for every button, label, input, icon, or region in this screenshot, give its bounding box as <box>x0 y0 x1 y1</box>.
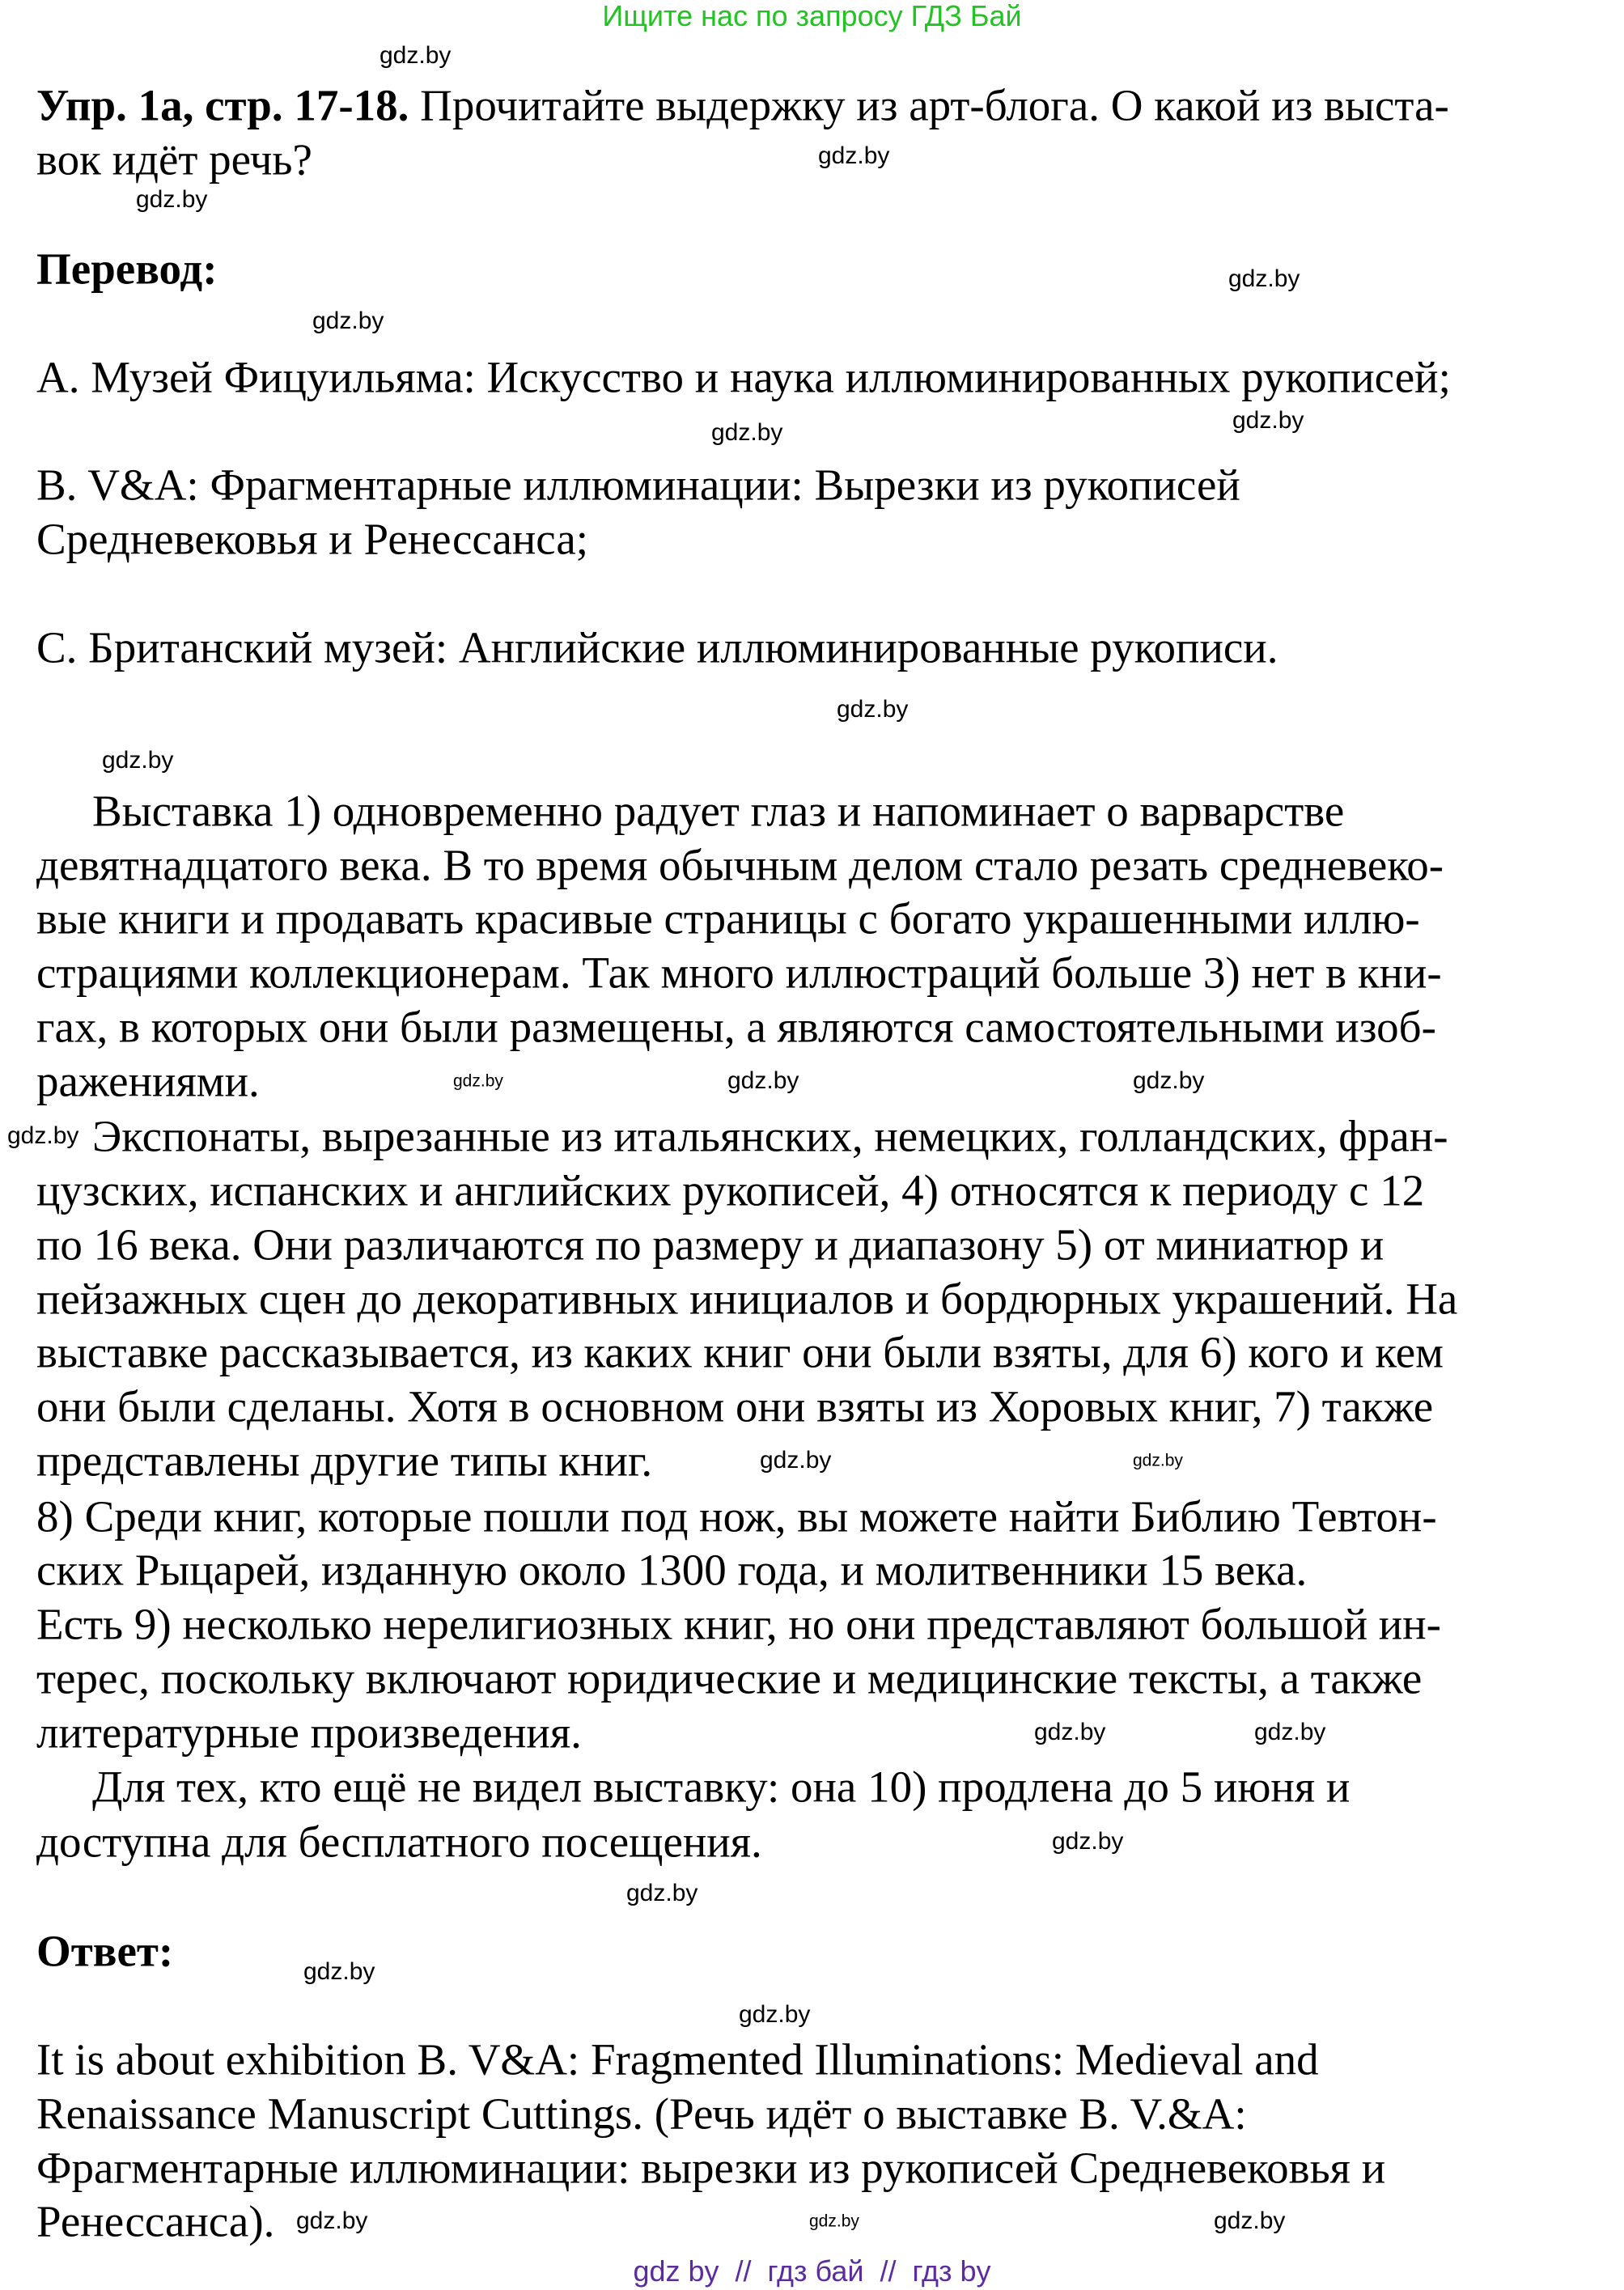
watermark: gdz.by <box>453 1071 503 1091</box>
answer-line: Фрагментарные иллюминации: вырезки из рукописей Средневековья и <box>36 2143 1386 2193</box>
text-line: литературные произведения. <box>36 1707 582 1758</box>
watermark: gdz.by <box>1052 1828 1124 1855</box>
text-line: по 16 века. Они различаются по размеру и диапазону 5) от миниатюр и <box>36 1219 1384 1270</box>
exercise-title <box>36 80 1449 130</box>
watermark: gdz.by <box>818 142 890 169</box>
watermark: gdz.by <box>739 2001 811 2028</box>
watermark: gdz.by <box>303 1958 375 1985</box>
watermark: gdz.by <box>1228 265 1300 292</box>
text-line: ражениями. <box>36 1056 260 1106</box>
exercise-number: Упр. 1а, стр. 17-18. <box>36 80 409 130</box>
text-line: пейзажных сцен до декоративных инициалов и бордюрных украшений. На <box>36 1274 1458 1324</box>
text-line: Для тех, кто ещё не видел выставку: она 10) продлена до 5 июня и <box>92 1762 1351 1812</box>
text-line: вые книги и продавать красивые страницы с богато украшенными иллю- <box>36 893 1420 944</box>
exercise-title-line2: вок идёт речь? <box>36 134 312 184</box>
watermark: gdz.by <box>7 1122 79 1149</box>
text-line: представлены другие типы книг. <box>36 1435 653 1486</box>
text-line: они были сделаны. Хотя в основном они взяты из Хоровых книг, 7) также <box>36 1381 1434 1431</box>
text-line: доступна для бесплатного посещения. <box>36 1817 762 1867</box>
watermark: gdz.by <box>312 307 384 334</box>
watermark: gdz.by <box>1133 1067 1205 1094</box>
answer-line: Renaissance Manuscript Cuttings. (Речь идёт о выставке B. V.&A: <box>36 2089 1247 2139</box>
answer-line: It is about exhibition B. V&A: Fragmented Illuminations: Medieval and <box>36 2034 1319 2084</box>
watermark: gdz.by <box>711 419 783 446</box>
watermark: gdz.by <box>296 2207 368 2234</box>
watermark: gdz.by <box>1034 1719 1106 1745</box>
option-a: A. Музей Фицуильяма: Искусство и наука иллюминированных рукописей; <box>36 352 1451 402</box>
text-line: Есть 9) несколько нерелигиозных книг, но они представляют большой ин- <box>36 1599 1441 1649</box>
text-line: Выставка 1) одновременно радует глаз и напоминает о варварстве <box>92 786 1345 836</box>
watermark: gdz.by <box>809 2212 859 2231</box>
option-b-cont: Средневековья и Ренессанса; <box>36 514 589 564</box>
text-line: ских Рыцарей, изданную около 1300 года, и молитвенники 15 века. <box>36 1545 1308 1595</box>
text-line: цузских, испанских и английских рукописей, 4) относятся к периоду с 12 <box>36 1165 1425 1215</box>
watermark: gdz.by <box>102 747 174 774</box>
answer-line: Ренессанса). <box>36 2196 275 2246</box>
watermark: gdz.by <box>760 1447 832 1474</box>
watermark: gdz.by <box>727 1067 799 1094</box>
text-line: выставке рассказывается, из каких книг они были взяты, для 6) кого и кем <box>36 1327 1444 1377</box>
option-b: B. V&A: Фрагментарные иллюминации: Вырезки из рукописей <box>36 460 1240 510</box>
answer-heading: Ответ: <box>36 1926 174 1976</box>
text-line: 8) Среди книг, которые пошли под нож, вы можете найти Библию Тевтон- <box>36 1491 1437 1542</box>
watermark: gdz.by <box>1214 2207 1286 2234</box>
watermark: gdz.by <box>379 42 452 69</box>
watermark: gdz.by <box>837 696 909 723</box>
watermark: gdz.by <box>1232 407 1304 434</box>
translation-heading: Перевод: <box>36 244 218 294</box>
exercise-task: Прочитайте выдержку из арт-блога. О какой из выста- <box>409 80 1449 130</box>
text-line: девятнадцатого века. В то время обычным делом стало резать средневеко- <box>36 840 1444 890</box>
footer-links[interactable]: gdz by // гдз бай // гдз by <box>633 2254 991 2288</box>
search-hint-link[interactable]: Ищите нас по запросу ГДЗ Бай <box>602 0 1022 32</box>
text-line: страциями коллекционерам. Так много иллюстраций больше 3) нет в кни- <box>36 948 1442 998</box>
watermark: gdz.by <box>1133 1451 1183 1470</box>
option-c: C. Британский музей: Английские иллюминированные рукописи. <box>36 622 1278 672</box>
watermark: gdz.by <box>626 1880 698 1906</box>
watermark: gdz.by <box>1254 1719 1326 1745</box>
watermark: gdz.by <box>136 186 208 213</box>
text-line: терес, поскольку включают юридические и медицинские тексты, а также <box>36 1653 1423 1703</box>
text-line: гах, в которых они были размещены, а являются самостоятельными изоб- <box>36 1002 1436 1052</box>
text-line: Экспонаты, вырезанные из итальянских, немецких, голландских, фран- <box>92 1111 1448 1161</box>
